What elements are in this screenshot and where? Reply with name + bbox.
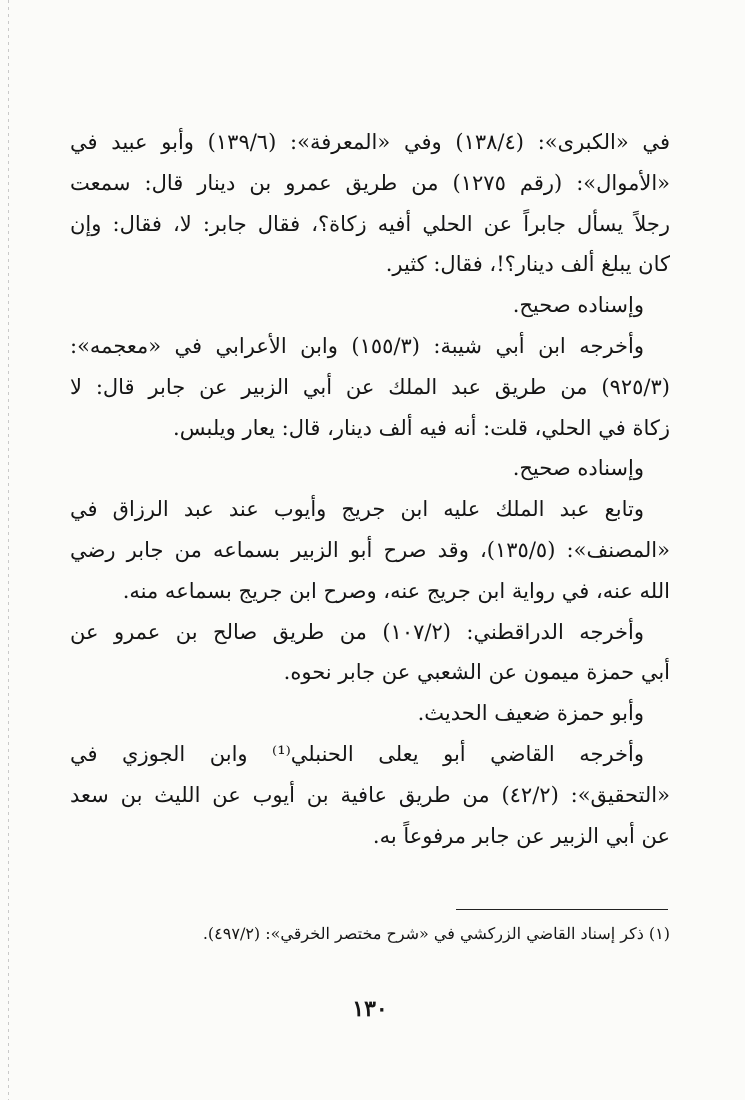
text-line: وإسناده صحيح. bbox=[512, 456, 644, 481]
text-line: في «الكبرى»: (١٣٨/٤) وفي «المعرفة»: (١٣٩/٦) وأبو عبيد في bbox=[70, 130, 670, 154]
footnote: (١) ذكر إسناد القاضي الزركشي في «شرح مختصر الخرقي»: (٤٩٧/٢). bbox=[202, 924, 670, 943]
text-line: (٩٢٥/٣) من طريق عبد الملك عن أبي الزبير عن جابر قال: لا bbox=[70, 374, 670, 399]
text-line: وإسناده صحيح. bbox=[512, 293, 644, 318]
text-line: رجلاً يسأل جابراً عن الحلي أفيه زكاة؟، فقال جابر: لا، فقال: وإن bbox=[70, 211, 670, 236]
page-number: ١٣٠ bbox=[352, 996, 388, 1022]
text-line: الله عنه، في رواية ابن جريج عنه، وصرح ابن جريج بسماعه منه. bbox=[122, 578, 670, 603]
text-line: كان يبلغ ألف دينار؟!، فقال: كثير. bbox=[385, 252, 670, 277]
body-text bbox=[70, 122, 670, 856]
text-line: زكاة في الحلي، قلت: أنه فيه ألف دينار، قال: يعار ويلبس. bbox=[173, 415, 670, 440]
text-line: أبي حمزة ميمون عن الشعبي عن جابر نحوه. bbox=[283, 660, 670, 685]
footnote-separator bbox=[456, 909, 668, 910]
text-line: «التحقيق»: (٤٢/٢) من طريق عافية بن أيوب عن الليث بن سعد bbox=[70, 782, 670, 807]
text-line: وأخرجه القاضي أبو يعلى الحنبلي⁽¹⁾ وابن الجوزي في bbox=[70, 741, 645, 766]
text-line: وأبو حمزة ضعيف الحديث. bbox=[417, 701, 644, 726]
text-line: «المصنف»: (١٣٥/٥)، وقد صرح أبو الزبير بسماعه من جابر رضي bbox=[70, 537, 670, 562]
text-line: وتابع عبد الملك عليه ابن جريج وأيوب عند عبد الرزاق في bbox=[70, 497, 644, 522]
text-line: وأخرجه ابن أبي شيبة: (١٥٥/٣) وابن الأعرابي في «معجمه»: bbox=[70, 333, 644, 358]
text-line: عن أبي الزبير عن جابر مرفوعاً به. bbox=[372, 823, 670, 848]
text-line: وأخرجه الدراقطني: (١٠٧/٢) من طريق صالح بن عمرو عن bbox=[70, 619, 644, 644]
text-line: «الأموال»: (رقم ١٢٧٥) من طريق عمرو بن دينار قال: سمعت bbox=[70, 170, 670, 195]
page-edge-guide bbox=[8, 0, 9, 1100]
